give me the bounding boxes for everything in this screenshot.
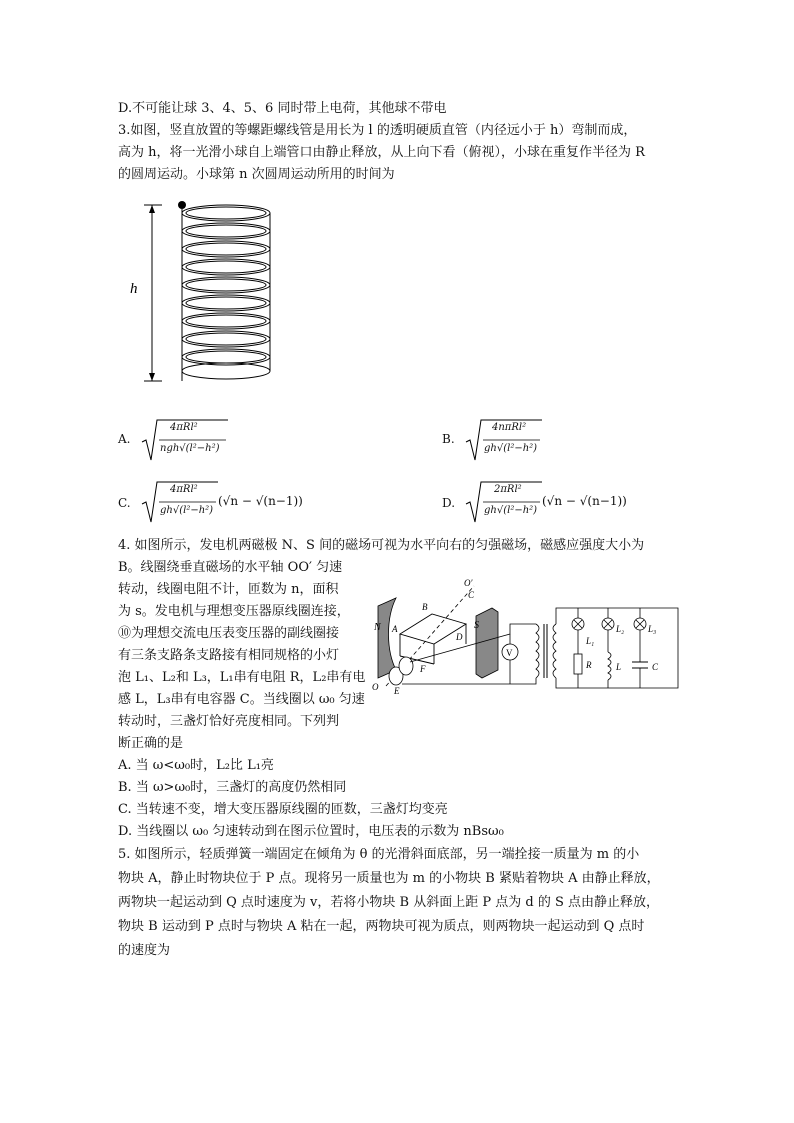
svg-text:D: D <box>456 632 463 642</box>
q2-option-d: D.不可能让球 3、4、5、6 同时带上电荷，其他球不带电 <box>118 101 447 116</box>
q4-wrap-line: 有三条支路条支路接有相同规格的小灯 <box>118 648 340 663</box>
q5-stem-line: 5. 如图所示，轻质弹簧一端固定在倾角为 θ 的光滑斜面底部，另一端拴接一质量为 m 的小 <box>118 847 640 862</box>
q4-wrap-line: 转动时，三盏灯恰好亮度相同。下列判 <box>118 714 340 729</box>
svg-text:F: F <box>420 664 426 674</box>
q4-wrap-line: 转动，线圈电阻不计，匝数为 n，面积 <box>118 582 339 597</box>
q5-stem-line: 的速度为 <box>118 943 171 958</box>
q4-wrap-line: B。线圈绕垂直磁场的水平轴 OO′ 匀速 <box>118 560 343 575</box>
q3-option-c: C. 4πRl² gh√(l²−h²) (√n − √(n−1)) <box>118 480 378 524</box>
q4-wrap-line: 感 L，L₃串有电容器 C。当线圈以 ω₀ 匀速 <box>118 692 365 707</box>
svg-text:C: C <box>652 662 659 672</box>
height-label: h <box>130 281 138 297</box>
q4-wrap-line: 为 s。发电机与理想变压器原线圈连接， <box>118 604 350 619</box>
svg-text:B: B <box>422 602 428 612</box>
q3-stem-line-1: 3.如图，竖直放置的等螺距螺线管是用长为 l 的透明硬质直管（内径远小于 h）弯制而成， <box>118 123 637 138</box>
q3-stem-line-3: 的圆周运动。小球第 n 次圆周运动所用的时间为 <box>118 167 395 182</box>
svg-text:L₁: L₁ <box>586 636 595 646</box>
q5-stem-line: 两物块一起运动到 Q 点时速度为 v，若将小物块 B 从斜面上距 P 点为 d 的 S 点由静止释放， <box>118 895 659 910</box>
q4-option-b: B. 当 ω>ω₀时，三盏灯的高度仍然相同 <box>118 780 347 795</box>
svg-text:L: L <box>616 662 622 672</box>
q3-option-a: A. 4πRl² ngh√(l²−h²) <box>118 418 348 462</box>
svg-text:L₂: L₂ <box>616 624 625 634</box>
svg-text:N: N <box>374 622 381 633</box>
svg-text:O: O <box>372 682 379 692</box>
svg-text:O′: O′ <box>464 578 473 588</box>
q5-stem-line: 物块 B 运动到 P 点时与物块 A 粘在一起，两物块可视为质点，则两物块一起运动到 Q 点时 <box>118 919 645 934</box>
q4-wrap-line: ⑩为理想交流电压表变压器的副线圈接 <box>118 626 340 641</box>
ball-icon <box>178 201 186 209</box>
q4-stem-line-1: 4. 如图所示，发电机两磁极 N、S 间的磁场可视为水平向右的匀强磁场，磁感应强度大小为 <box>118 538 645 553</box>
q3-option-b: B. 4nπRl² gh√(l²−h²) <box>442 418 672 462</box>
q5-stem-line: 物块 A，静止时物块位于 P 点。现将另一质量也为 m 的小物块 B 紧贴着物块 A 由静止释放， <box>118 871 660 886</box>
q4-option-a: A. 当 ω<ω₀时，L₂比 L₁亮 <box>118 758 274 773</box>
q4-option-d: D. 当线圈以 ω₀ 匀速转动到在图示位置时，电压表的示数为 nBsω₀ <box>118 824 504 839</box>
svg-text:E: E <box>394 686 400 696</box>
q3-option-d: D. 2πRl² gh√(l²−h²) (√n − √(n−1)) <box>442 480 702 524</box>
q4-generator-circuit-figure <box>368 578 686 698</box>
q4-wrap-line: 断正确的是 <box>118 736 184 751</box>
svg-text:L₃: L₃ <box>648 624 657 634</box>
svg-text:A: A <box>392 624 398 634</box>
svg-text:S: S <box>474 620 479 631</box>
svg-text:C: C <box>468 590 475 600</box>
q3-helix-figure <box>122 195 282 390</box>
q3-stem-line-2: 高为 h，将一光滑小球自上端管口由静止释放，从上向下看（俯视），小球在重复作半径为 R <box>118 145 645 160</box>
q4-wrap-line: 泡 L₁、L₂和 L₃，L₁串有电阻 R，L₂串有电 <box>118 670 366 685</box>
q4-option-c: C. 当转速不变，增大变压器原线圈的匝数，三盏灯均变亮 <box>118 802 448 817</box>
svg-text:R: R <box>586 660 592 670</box>
voltmeter-icon: V <box>506 648 513 658</box>
